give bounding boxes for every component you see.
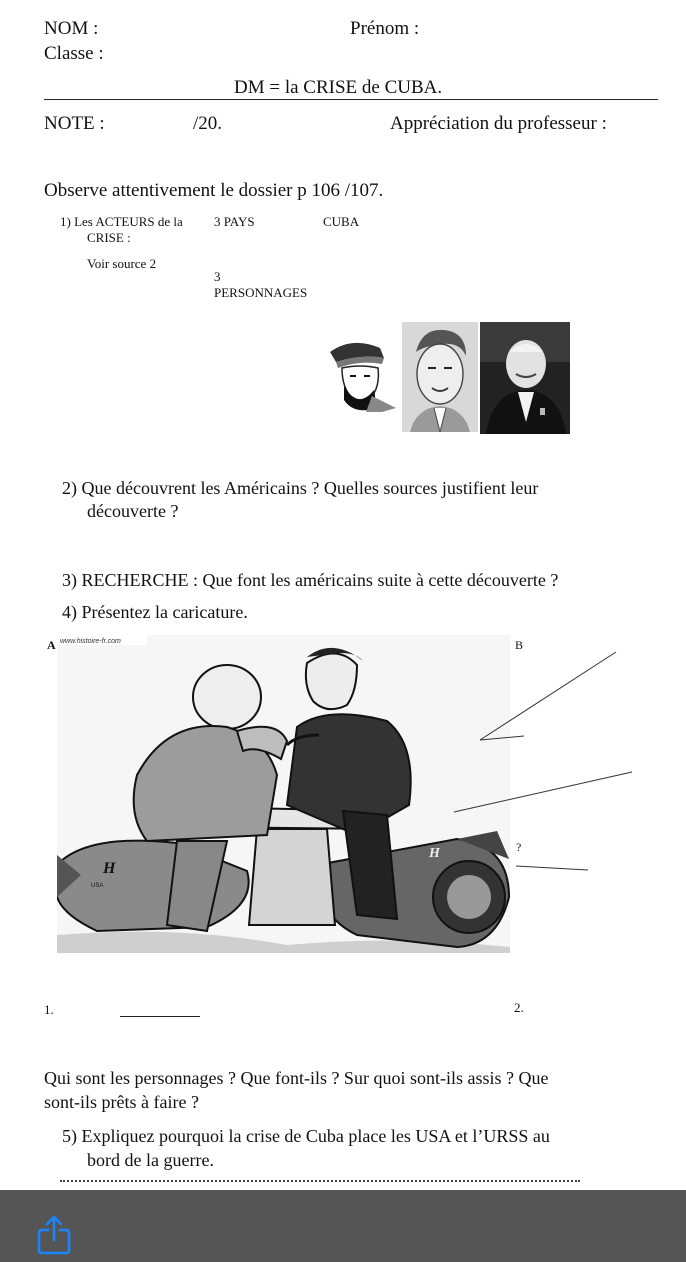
q4-follow-line1: Qui sont les personnages ? Que font-ils ? Sur quoi sont-ils assis ? Que — [44, 1068, 549, 1088]
share-button[interactable] — [36, 1214, 72, 1261]
q4-text: 4) Présentez la caricature. — [62, 602, 248, 622]
khrushchev-photo-image — [480, 322, 570, 434]
q2-line1: 2) Que découvrent les Américains ? Quelles sources justifient leur — [62, 478, 539, 498]
q1-personnages-num: 3 — [214, 269, 221, 284]
prenom-label: Prénom : — [350, 18, 420, 39]
q1-pays-label: 3 PAYS — [214, 214, 255, 229]
left-bomb-small-text: USA — [91, 883, 104, 889]
q3-text: 3) RECHERCHE : Que font les américains suite à cette découverte ? — [62, 570, 559, 590]
title-rule — [44, 99, 658, 100]
castro-sketch-image — [322, 334, 400, 412]
kennedy-portrait-image — [402, 322, 478, 432]
left-bomb-letter: H — [103, 860, 116, 877]
q5-line1: 5) Expliquez pourquoi la crise de Cuba place les USA et l’URSS au — [62, 1126, 550, 1146]
note-label: NOTE : — [44, 113, 105, 134]
caricature-label-a: A — [47, 638, 56, 652]
q5-line2: bord de la guerre. — [87, 1150, 214, 1170]
classe-label: Classe : — [44, 43, 104, 64]
right-bomb-letter: H — [429, 846, 440, 861]
note-scale: /20. — [193, 113, 223, 134]
cropped-next-line — [60, 1180, 580, 1190]
appreciation-label: Appréciation du professeur : — [390, 113, 607, 134]
q1-source: Voir source 2 — [87, 256, 157, 271]
q1-personnages-label: PERSONNAGES — [214, 285, 308, 300]
answer-line — [120, 1016, 200, 1017]
bottom-toolbar — [0, 1190, 686, 1262]
q1-pays-value: CUBA — [323, 214, 360, 229]
caricature-label-b: B — [515, 638, 524, 652]
caricature-question-mark: ? — [516, 840, 522, 854]
q4-follow-line2: sont-ils prêts à faire ? — [44, 1092, 199, 1112]
share-icon — [36, 1214, 72, 1256]
caricature-label-2: 2. — [514, 1000, 524, 1015]
q1-label-line2: CRISE : — [87, 230, 131, 245]
callout-lines — [440, 640, 686, 880]
q1-label-line1: 1) Les ACTEURS de la — [60, 214, 183, 229]
q2-line2: découverte ? — [87, 501, 179, 521]
caricature-watermark: www.histoire-fr.com — [60, 638, 121, 645]
intro-instruction: Observe attentivement le dossier p 106 /107. — [44, 180, 384, 201]
document-title: DM = la CRISE de CUBA. — [234, 77, 443, 98]
nom-label: NOM : — [44, 18, 99, 39]
caricature-label-1: 1. — [44, 1002, 54, 1017]
